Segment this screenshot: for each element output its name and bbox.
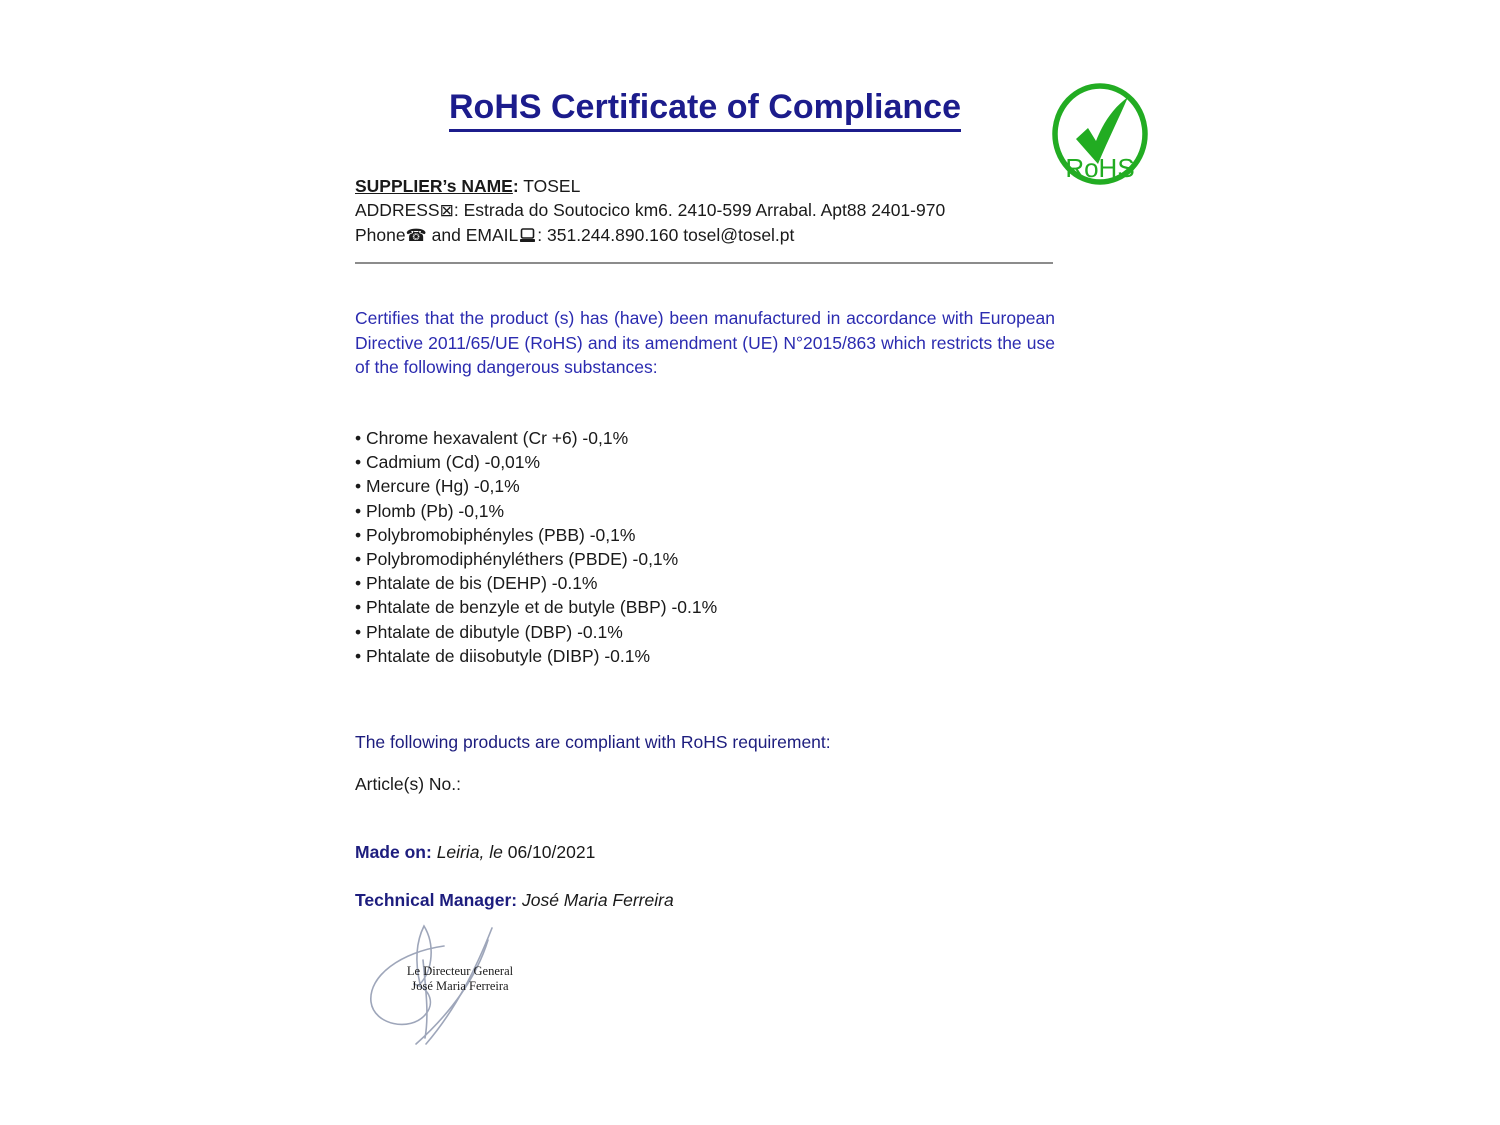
signature-block — [356, 920, 576, 1060]
supplier-phone-label: Phone — [355, 225, 406, 245]
technical-manager-label: Technical Manager: — [355, 890, 518, 910]
supplier-contact-colon: : — [537, 225, 543, 245]
header — [355, 88, 1055, 127]
supplier-address-value: Estrada do Soutocico km6. 2410-599 Arrabal. Apt88 2401-970 — [463, 200, 946, 220]
supplier-contact-value: 351.244.890.160 tosel@tosel.pt — [547, 225, 795, 245]
made-on-label: Made on: — [355, 842, 432, 862]
supplier-address-label: ADDRESS — [355, 200, 440, 220]
signature-caption-line1: Le Directeur General — [406, 964, 514, 978]
supplier-name-value: TOSEL — [523, 176, 581, 196]
made-on-place: Leiria, le — [436, 842, 503, 862]
rohs-logo-label: RoHS — [1065, 153, 1135, 183]
supplier-address-colon: : — [453, 200, 459, 220]
page-title-text: RoHS Certificate of Compliance — [449, 88, 961, 132]
computer-icon — [519, 225, 536, 240]
supplier-block — [355, 174, 1055, 248]
supplier-address-line — [355, 198, 1055, 223]
signature-caption-line2: José Maria Ferreira — [411, 979, 509, 993]
technical-manager-line — [355, 890, 1055, 911]
technical-manager-name: José Maria Ferreira — [521, 890, 674, 910]
substance-item: • Phtalate de bis (DEHP) -0.1% — [355, 571, 1055, 595]
envelope-icon: ⊠ — [439, 201, 454, 221]
phone-icon: ☎ — [405, 226, 427, 246]
substance-item: • Phtalate de diisobutyle (DIBP) -0.1% — [355, 644, 1055, 668]
made-on-line — [355, 842, 1055, 863]
substance-item: • Polybromodiphényléthers (PBDE) -0,1% — [355, 547, 1055, 571]
substance-item: • Plomb (Pb) -0,1% — [355, 499, 1055, 523]
compliance-statement: The following products are compliant with RoHS requirement: — [355, 732, 831, 752]
articles-label: Article(s) No.: — [355, 774, 461, 794]
substance-item: • Polybromobiphényles (PBB) -0,1% — [355, 523, 1055, 547]
substance-item: • Mercure (Hg) -0,1% — [355, 474, 1055, 498]
supplier-contact-line — [355, 223, 1055, 248]
rohs-logo — [1050, 82, 1150, 186]
substance-item: • Phtalate de benzyle et de butyle (BBP) -0.1% — [355, 595, 1055, 619]
substances-list — [355, 426, 1055, 668]
divider-line — [355, 262, 1053, 264]
signature-caption — [390, 964, 530, 994]
made-on-date: 06/10/2021 — [507, 842, 596, 862]
certification-statement: Certifies that the product (s) has (have) been manufactured in accordance with European Directive 2011/65/UE (RoHS) and its amendment (UE) N°2015/863 which restricts the use of the following dangerous substances: — [355, 308, 1055, 377]
substance-item: • Phtalate de dibutyle (DBP) -0.1% — [355, 620, 1055, 644]
supplier-name-label: SUPPLIER’s NAME — [355, 176, 513, 196]
supplier-name-colon: : — [512, 176, 519, 196]
page-title — [355, 88, 1055, 127]
supplier-name-line — [355, 174, 1055, 198]
substance-item: • Chrome hexavalent (Cr +6) -0,1% — [355, 426, 1055, 450]
supplier-email-label: and EMAIL — [431, 225, 519, 245]
substance-item: • Cadmium (Cd) -0,01% — [355, 450, 1055, 474]
